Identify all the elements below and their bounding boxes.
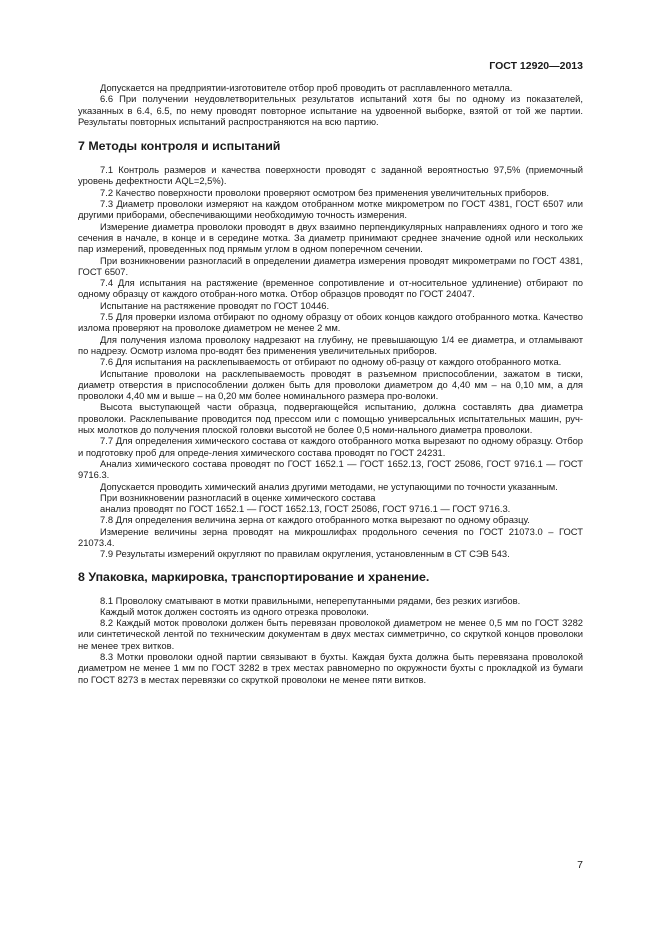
paragraph: 7.2 Качество поверхности проволоки проверяют осмотром без применения увеличительных приборов.	[100, 186, 549, 198]
paragraph: 7.6 Для испытания на расклепываемость от отбирают по одному об-разцу от каждого отобранного мотка.	[100, 356, 562, 368]
paragraph: Допускается на предприятии-изготовителе отбор проб проводить от расплавленного металла.	[100, 82, 513, 93]
paragraph: 6.6 При получении неудовлетворительных результатов испытаний хотя бы по одному из показателей, указанных в 6.4, 6.5, по нему проводят повторное испытание на удвоенной выборке, взятой от той же партии. Результаты повторных испытаний распространяются на всю партию.	[78, 93, 583, 127]
paragraph: 8.2 Каждый моток проволоки должен быть перевязан проволокой диаметром не менее 0,5 мм по ГОСТ 3282 или синтетической лентой по техническим документам в двух местах симметрично, со скруткой концов проволоки не менее трех витков.	[78, 617, 583, 651]
paragraph: При возникновении разногласий в определении диаметра измерения проводят микрометрами по ГОСТ 4381, ГОСТ 6507.	[78, 254, 583, 277]
paragraph: 7.5 Для проверки излома отбирают по одному образцу от обоих концов каждого отобранного мотка. Качество излома проверяют на проволоке диаметром не менее 2 мм.	[78, 311, 583, 334]
paragraph: При возникновении разногласий в оценке химического состава	[100, 491, 376, 503]
paragraph: Допускается проводить химический анализ другими методами, не уступающими по точности указанным.	[100, 480, 558, 492]
paragraph: 7.9 Результаты измерений округляют по правилам округления, установленным в СТ СЭВ 543.	[100, 548, 510, 560]
section-8-body	[78, 595, 583, 685]
paragraph: 7.7 Для определения химического состава от каждого отобранного мотка вырезают по одному образцу. Отбор и подготовку проб для опреде-ления химического состава проводят по ГОСТ 24231.	[78, 435, 583, 458]
section-7-title: 7 Методы контроля и испытаний	[78, 139, 281, 154]
section-8-title: 8 Упаковка, маркировка, транспортирование и хранение.	[78, 569, 430, 584]
paragraph: Для получения излома проволоку надрезают на глубину, не превышающую 1/4 ее диаметра, и отламывают по надрезу. Осмотр излома про-водят без применения увеличительных приборов.	[78, 333, 583, 356]
paragraph: 8.1 Проволоку сматывают в мотки правильными, неперепутанными рядами, без резких изгибов.	[100, 594, 521, 606]
paragraph: Высота выступающей части образца, подвергающейся испытанию, должна составлять два диаметра проволоки. Расклепывание проводится под прессом или с помощью универсальных испытательных машин, руч-ных молотков до получения плоской головки высотой не более 0,5 номи-нального диаметра проволоки.	[78, 401, 583, 436]
page-number: 7	[577, 859, 583, 871]
paragraph: анализ проводят по ГОСТ 1652.1 — ГОСТ 1652.13, ГОСТ 25086, ГОСТ 9716.1 — ГОСТ 9716.3.	[100, 503, 511, 515]
paragraph: 7.1 Контроль размеров и качества поверхности проводят с заданной вероятностью 97,5% (приемочный уровень дефектности AQL=2,5%).	[78, 164, 583, 187]
intro-block	[78, 82, 583, 127]
standard-header: ГОСТ 12920—2013	[489, 60, 583, 72]
paragraph: Каждый моток должен состоять из одного отрезка проволоки.	[100, 605, 369, 617]
page-content	[78, 82, 583, 685]
paragraph: Измерение диаметра проволоки проводят в двух взаимно перпендикулярных направлениях одного и того же сечения в начале, в конце и в середине мотка. За диаметр принимают среднее значение одной или нескольких пар измерений, проведенных под прямым углом в одном поперечном сечении.	[78, 220, 583, 255]
paragraph: 8.3 Мотки проволоки одной партии связывают в бухты. Каждая бухта должна быть перевязана проволокой диаметром не менее 1 мм по ГОСТ 3282 в трех местах равномерно по окружности бухты с прокладкой из бумаги по ГОСТ 8273 в местах перевязки со скруткой проволоки не менее пяти витков.	[78, 651, 583, 685]
paragraph: 7.4 Для испытания на растяжение (временное сопротивление и от-носительное удлинение) отбирают по одному образцу от каждого отобран-ного мотка. Отбор образцов проводят по ГОСТ 24047.	[78, 277, 583, 300]
paragraph: 7.3 Диаметр проволоки измеряют на каждом отобранном мотке микрометром по ГОСТ 4381, ГОСТ 6507 или другими приборами, обеспечивающими необходимую точность измерения.	[78, 198, 583, 221]
paragraph: 7.8 Для определения величина зерна от каждого отобранного мотка вырезают по одному образцу.	[100, 514, 530, 526]
paragraph: Испытание на растяжение проводят по ГОСТ 10446.	[100, 299, 330, 311]
paragraph: Анализ химического состава проводят по ГОСТ 1652.1 — ГОСТ 1652.13, ГОСТ 25086, ГОСТ 9716.1 — ГОСТ 9716.3.	[78, 457, 583, 481]
paragraph: Измерение величины зерна проводят на микрошлифах продольного сечения по ГОСТ 21073.0 – ГОСТ 21073.4.	[78, 525, 583, 548]
paragraph: Испытание проволоки на расклепываемость проводят в разъемном приспособлении, зажатом в тиски, диаметр отверстия в приспособлении должен быть для проволоки диаметром до 4,40 мм – на 0,10 мм, а для проволоки 4,40 мм и выше – на 0,20 мм более номинального размера про-волоки.	[78, 367, 583, 402]
section-7-body	[78, 164, 583, 559]
